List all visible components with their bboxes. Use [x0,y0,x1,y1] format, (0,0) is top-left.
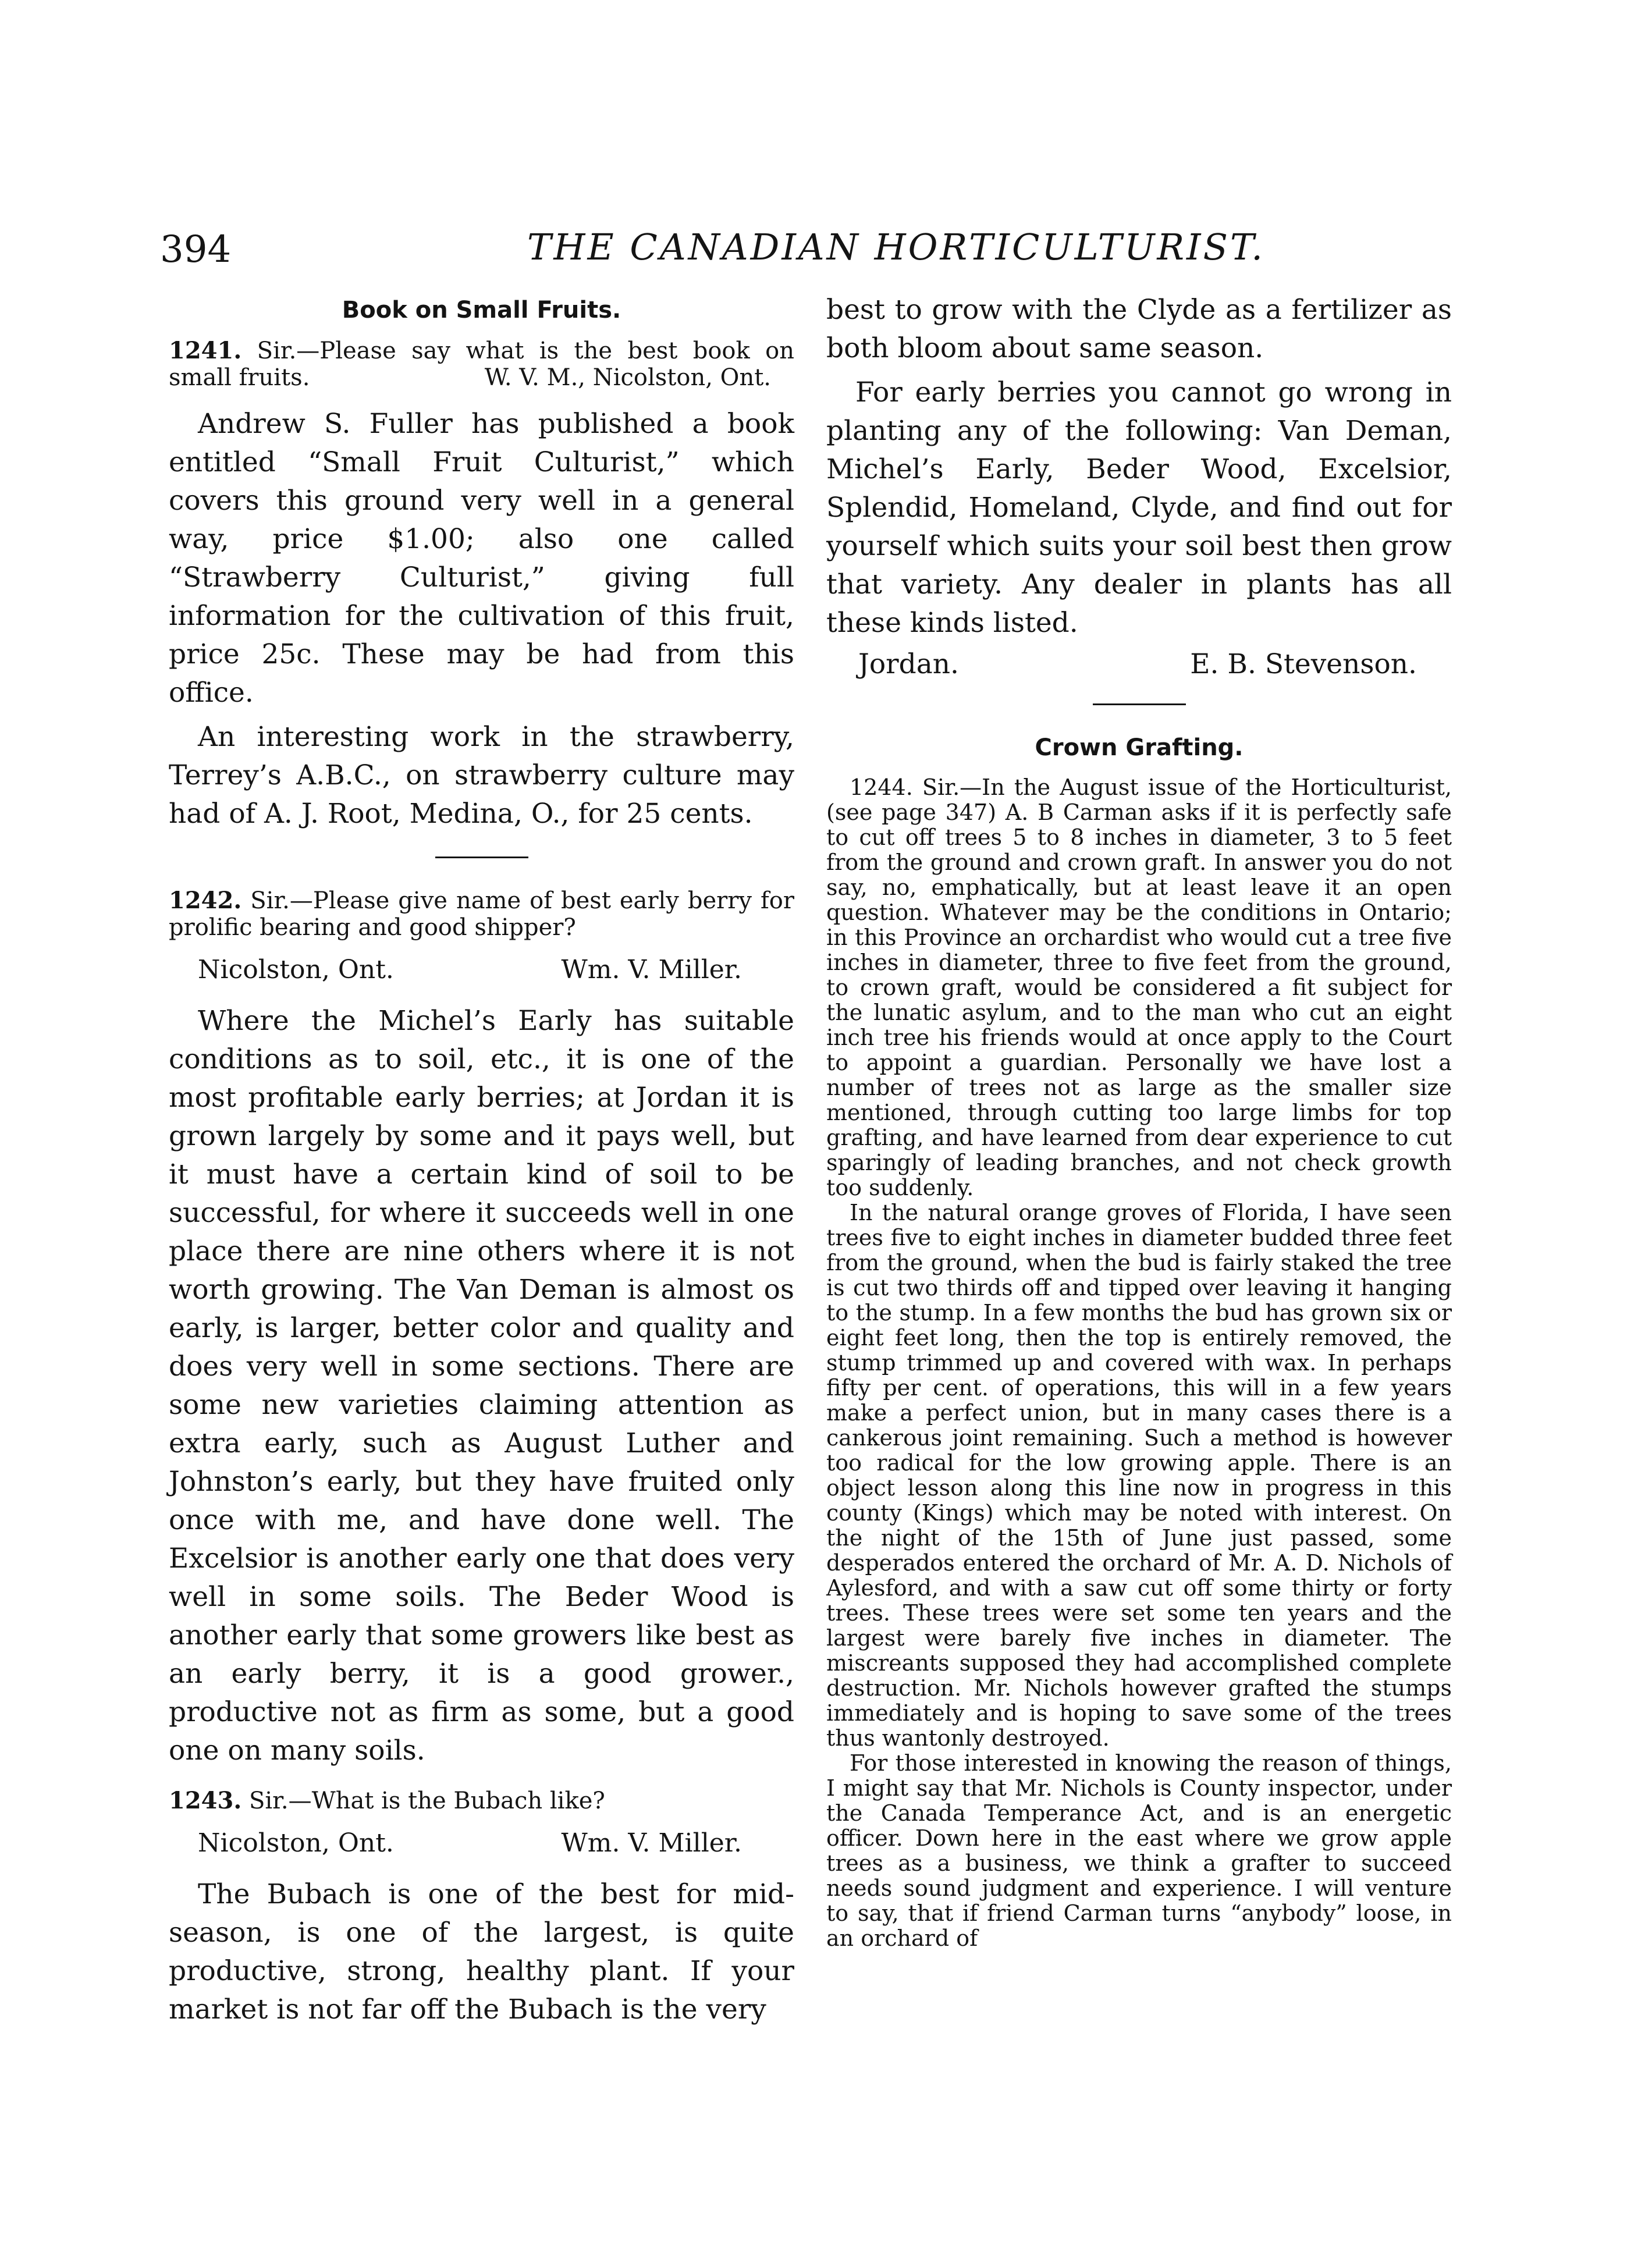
query-text: Sir.—What is the Bubach like? [248,1788,605,1814]
query-number: 1243. [169,1787,242,1814]
answer-paragraph: Where the Michel’s Early has suitable conditions as to soil, etc., it is one of the most profitable early berries; at Jordan it is grown largely by some and it pays well, but it must have a certain kind of soil to be successful, for where it succeeds well in one place there are nine others where it is not worth growing. The Van Deman is almost os early, is larger, better color and quality and does very well in some sections. There are some new varieties claiming attention as extra early, such as August Luther and Johnston’s early, but they have fruited only once with me, and have done well. The Excelsior is another early one that does very well in some soils. The Beder Wood is another early that some growers like best as an early berry, it is a good grower., productive not as firm as some, but a good one on many soils. [169,1005,794,1767]
query-1243 [169,1788,794,1814]
query-1241 [169,337,794,391]
signature-name: Wm. V. Miller. [561,1828,742,1858]
section-divider [1093,703,1186,705]
letter-paragraph: For those interested in knowing the reason of things, I might say that Mr. Nichols is County inspector, under the Canada Temperance Act, and is an energetic officer. Down here in the east where we grow apple trees as a business, we think a grafter to succeed needs sound judgment and experience. I will venture to say, that if friend Carman turns “anybody” loose, in an orchard of [826,1750,1452,1951]
letter-paragraph: 1244. Sir.—In the August issue of the Horticulturist, (see page 347) A. B Carman asks if it is perfectly safe to cut off trees 5 to 8 inches in diameter, 3 to 5 feet from the ground and crown graft. In answer you do not say, no, emphatically, but at least leave it an open question. Whatever may be the conditions in Ontario; in this Province an orchardist who would cut a tree five inches in diameter, three to five feet from the ground, to crown graft, would be considered a fit subject for the lunatic asylum, and to the man who cut an eight inch tree his friends would at once apply to the Court to appoint a guardian. Personally we have lost a number of trees not as large as the smaller size mentioned, through cutting too large limbs for top grafting, and have learned from dear experience to cut sparingly of leading branches, and not check growth too suddenly. [826,774,1452,1200]
letter-paragraph: In the natural orange groves of Florida, I have seen trees five to eight inches in diameter budded three feet from the ground, when the bud is fairly staked the tree is cut two thirds off and tipped over leaving it hanging to the stump. In a few months the bud has grown six or eight feet long, then the top is entirely removed, the stump trimmed up and covered with wax. In perhaps fifty per cent. of operations, this will in a few years make a perfect union, but in many cases there is a cankerous joint remaining. Such a method is however too radical for the low growing apple. There is an object lesson along this line now in progress in this county (Kings) which may be noted with interest. On the night of the 15th of June just passed, some desperados entered the orchard of Mr. A. D. Nichols of Aylesford, and with a saw cut off some thirty or forty trees. These trees were set some ten years and the largest were barely five inches in diameter. The miscreants supposed they had accomplished complete destruction. Mr. Nichols however grafted the stumps immediately and is hoping to save some of the trees thus wantonly destroyed. [826,1200,1452,1751]
query-text: Sir.—Please say what is the best book on small fruits. [169,337,794,391]
signature-place: Nicolston, Ont. [198,1828,394,1858]
answer-paragraph: For early berries you cannot go wrong in planting any of the following: Van Deman, Michel’s Early, Beder Wood, Excelsior, Splendid, Homeland, Clyde, and find out for yourself which suits your soil best then grow that variety. Any dealer in plants has all these kinds listed. [826,376,1452,639]
answer-1242 [169,1002,794,1770]
signature-name: E. B. Stevenson. [1190,648,1417,680]
query-signature: W. V. M., Nicolston, Ont. [484,364,771,391]
left-column [169,291,794,2035]
query-signature [169,955,794,985]
answer-1243 [169,1875,794,2029]
signature-place: Jordan. [858,648,959,680]
right-column [826,291,1452,1951]
query-number: 1242. [169,887,242,914]
section-heading-crown-grafting: Crown Grafting. [1035,734,1244,761]
letter-1244 [826,775,1452,1951]
answer-signature [826,648,1452,680]
page-number: 394 [160,228,232,271]
running-title: THE CANADIAN HORTICULTURIST. [527,226,1265,268]
answer-1241 [169,405,794,833]
query-number: 1241. [169,337,242,364]
answer-paragraph: An interesting work in the strawberry, Terrey’s A.B.C., on strawberry culture may had of A. J. Root, Medina, O., for 25 cents. [169,721,794,830]
query-signature [169,1828,794,1858]
query-text: Sir.—Please give name of best early berry for prolific bearing and good shipper? [169,887,794,941]
answer-paragraph: Andrew S. Fuller has published a book entitled “Small Fruit Culturist,” which covers this ground very well in a general way, price $1.00; also one called “Strawberry Culturist,” giving full information for the cultivation of this fruit, price 25c. These may be had from this office. [169,408,794,709]
section-heading-small-fruits: Book on Small Fruits. [342,297,621,324]
answer-paragraph: best to grow with the Clyde as a fertilizer as both bloom about same season. [826,294,1452,364]
signature-name: Wm. V. Miller. [561,955,742,985]
answer-paragraph: The Bubach is one of the best for mid-season, is one of the largest, is quite productive, strong, healthy plant. If your market is not far off the Bubach is the very [169,1878,794,2025]
answer-1243-continued [826,291,1452,642]
signature-place: Nicolston, Ont. [198,955,394,985]
section-divider [435,857,528,858]
query-1242 [169,887,794,941]
